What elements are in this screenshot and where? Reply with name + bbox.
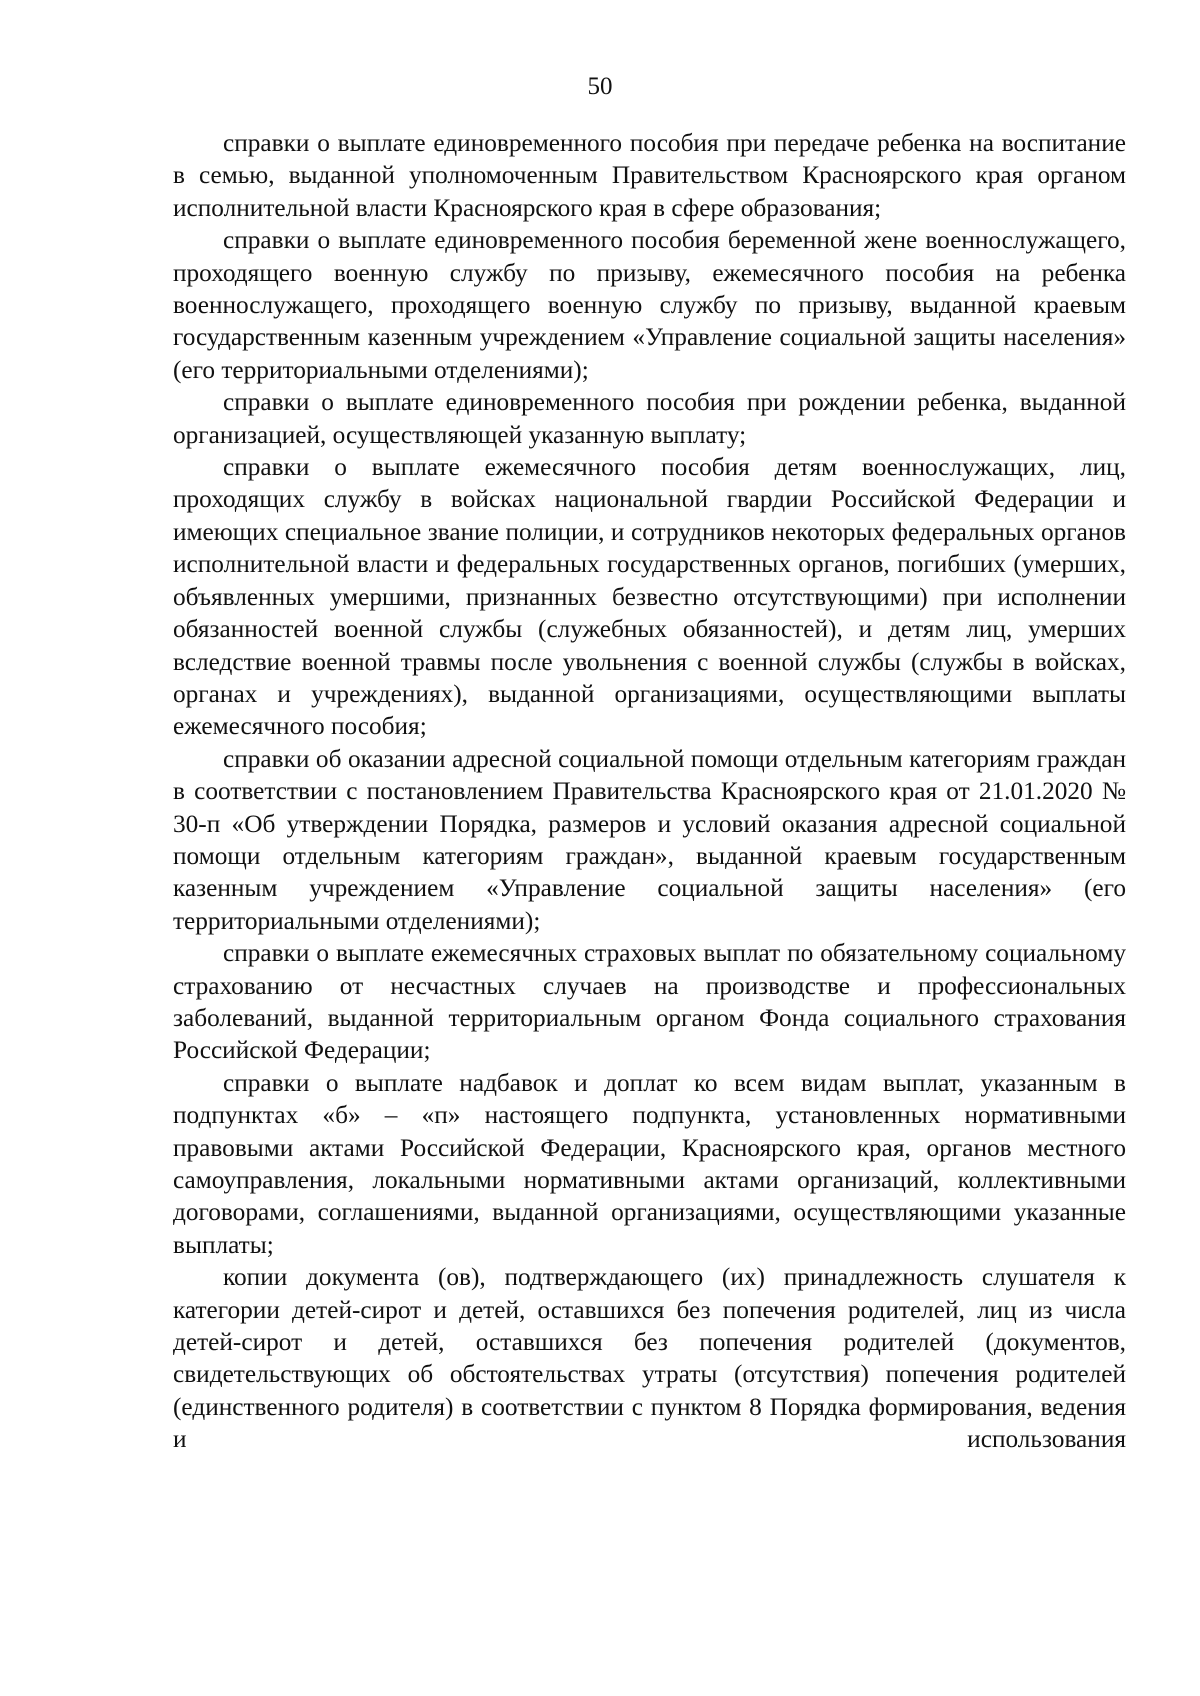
paragraph-orphan-documents: копии документа (ов), подтверждающего (их) принадлежность слушателя к категории детей-сирот и детей, оставшихся без попечения родителей, лиц из числа детей-сирот и детей, оставшихся без попечения родителей (документов, свидетельствующих об обстоятельствах утраты (отсутствия) попечения родителей (единственного родителя) в соответствии с пунктом 8 Порядка формирования, ведения и использования [173,1263,1126,1454]
paragraph-allowances: справки о выплате надбавок и доплат ко всем видам выплат, указанным в подпунктах «б» – «п» настоящего подпункта, установленных нормативными правовыми актами Российской Федерации, Красноярского края, органов местного самоуправления, локальными нормативными актами организаций, коллективными договорами, соглашениями, выданной организациями, осуществляющими указанные выплаты; [173,1068,1126,1259]
paragraph-military-children-benefit: справки о выплате ежемесячного пособия детям военнослужащих, лиц, проходящих службу в войсках национальной гвардии Российской Федерации и имеющих специальное звание полиции, и сотрудников некоторых федеральных органов исполнительной власти и федеральных государственных органов, погибших (умерших, объявленных умершими, признанных безвестно отсутствующими) при исполнении обязанностей военной службы (служебных обязанностей), и детям лиц, умерших вследствие военной травмы после увольнения с военной службы (службы в войсках, органах и учреждениях), выданной организациями, осуществляющими выплаты ежемесячного пособия; [173,453,1126,741]
paragraph-adoption-benefit: справки о выплате единовременного пособия при передаче ребенка на воспитание в семью, выданной уполномоченным Правительством Красноярского края органом исполнительной власти Красноярского края в сфере образования; [173,129,1126,222]
paragraph-military-wife-benefit: справки о выплате единовременного пособия беременной жене военнослужащего, проходящего военную службу по призыву, ежемесячного пособия на ребенка военнослужащего, проходящего военную службу по призыву, выданной краевым государственным казенным учреждением «Управление социальной защиты населения» (его территориальными отделениями); [173,226,1126,384]
document-body [173,127,1126,1456]
paragraph-birth-benefit: справки о выплате единовременного пособия при рождении ребенка, выданной организацией, осуществляющей указанную выплату; [173,388,1126,449]
paragraph-social-assistance: справки об оказании адресной социальной помощи отдельным категориям граждан в соответствии с постановлением Правительства Красноярского края от 21.01.2020 № 30-п «Об утверждении Порядка, размеров и условий оказания адресной социальной помощи отдельным категориям граждан», выданной краевым государственным казенным учреждением «Управление социальной защиты населения» (его территориальными отделениями); [173,744,1126,935]
page-number: 50 [587,73,613,100]
paragraph-insurance-payments: справки о выплате ежемесячных страховых выплат по обязательному социальному страхованию от несчастных случаев на производстве и профессиональных заболеваний, выданной территориальным органом Фонда социального страхования Российской Федерации; [173,939,1126,1065]
